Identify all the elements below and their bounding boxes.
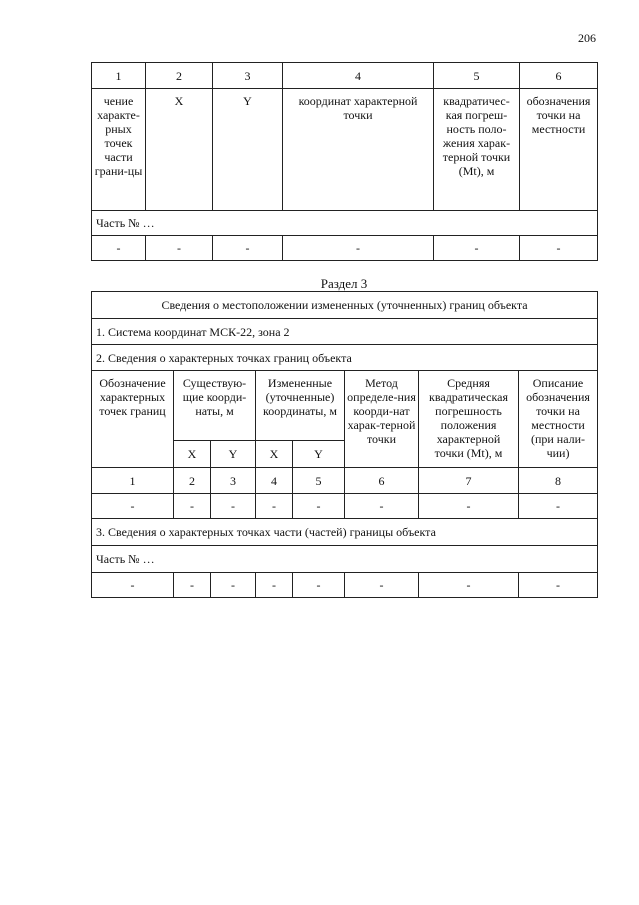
- header-row: [92, 371, 598, 441]
- table-cell: -: [293, 494, 345, 519]
- table-cell: -: [256, 494, 293, 519]
- table-title-row: [92, 292, 598, 319]
- page-number: 206: [578, 31, 596, 45]
- table-cell: -: [345, 573, 419, 598]
- table-cell: -: [293, 573, 345, 598]
- col-num: 1: [92, 63, 146, 89]
- col-num: 6: [345, 468, 419, 494]
- table-cell: -: [419, 573, 519, 598]
- table-cell: -: [146, 236, 213, 261]
- table-cell: -: [174, 494, 211, 519]
- col-num: 1: [92, 468, 174, 494]
- table-cell: -: [283, 236, 434, 261]
- col-num: 2: [146, 63, 213, 89]
- col-num: 5: [434, 63, 520, 89]
- table-cell: -: [345, 494, 419, 519]
- subheader-x: X: [256, 441, 293, 468]
- table-cell: -: [211, 494, 256, 519]
- part-label: Часть № …: [92, 211, 598, 236]
- col-num: 6: [520, 63, 598, 89]
- header-point-designation: Обозначение характерных точек границ: [92, 371, 174, 468]
- table-cell: -: [211, 573, 256, 598]
- header-cell: квадратичес-кая погреш-ность поло-жения харак-терной точки (Mt), м: [434, 89, 520, 211]
- header-cell: чение характе-рных точек части грани-цы: [92, 89, 146, 211]
- col-num: 4: [256, 468, 293, 494]
- continued-table: [91, 62, 598, 261]
- table-cell: -: [434, 236, 520, 261]
- coord-system-row: [92, 319, 598, 345]
- table-cell: -: [92, 494, 174, 519]
- header-existing-coords: Существую-щие коорди-наты, м: [174, 371, 256, 441]
- table-row: [92, 236, 598, 261]
- points-heading: 2. Сведения о характерных точках границ объекта: [92, 345, 598, 371]
- header-cell: координат характерной точки: [283, 89, 434, 211]
- col-num: 4: [283, 63, 434, 89]
- table-cell: -: [519, 573, 598, 598]
- section3-table: [91, 291, 598, 598]
- table-cell: -: [519, 494, 598, 519]
- col-num: 8: [519, 468, 598, 494]
- table-cell: -: [92, 573, 174, 598]
- coord-system: 1. Система координат МСК-22, зона 2: [92, 319, 598, 345]
- part-row: [92, 546, 598, 573]
- col-num: 3: [213, 63, 283, 89]
- header-cell: X: [146, 89, 213, 211]
- table-title: Сведения о местоположении измененных (уточненных) границ объекта: [92, 292, 598, 319]
- col-num: 7: [419, 468, 519, 494]
- table-cell: -: [520, 236, 598, 261]
- table-cell: -: [419, 494, 519, 519]
- part-label: Часть № …: [92, 546, 598, 573]
- header-method: Метод определе-ния коорди-нат харак-терной точки: [345, 371, 419, 468]
- col-num: 5: [293, 468, 345, 494]
- points-heading-row: [92, 345, 598, 371]
- column-number-row: [92, 63, 598, 89]
- header-cell: Y: [213, 89, 283, 211]
- header-cell: обозначения точки на местности: [520, 89, 598, 211]
- subheader-x: X: [174, 441, 211, 468]
- table-cell: -: [174, 573, 211, 598]
- part-points-heading-row: [92, 519, 598, 546]
- section-title: Раздел 3: [320, 276, 368, 291]
- subheader-y: Y: [211, 441, 256, 468]
- header-description: Описание обозначения точки на местности (при нали-чии): [519, 371, 598, 468]
- header-changed-coords: Измененные (уточненные) координаты, м: [256, 371, 345, 441]
- table-row: [92, 573, 598, 598]
- part-points-heading: 3. Сведения о характерных точках части (частей) границы объекта: [92, 519, 598, 546]
- subheader-y: Y: [293, 441, 345, 468]
- table-cell: -: [256, 573, 293, 598]
- table-cell: -: [213, 236, 283, 261]
- header-text-row: [92, 89, 598, 211]
- col-num: 2: [174, 468, 211, 494]
- header-mean-error: Средняя квадратическая погрешность положения характерной точки (Mt), м: [419, 371, 519, 468]
- part-row: [92, 211, 598, 236]
- column-number-row: [92, 468, 598, 494]
- table-cell: -: [92, 236, 146, 261]
- table-row: [92, 494, 598, 519]
- col-num: 3: [211, 468, 256, 494]
